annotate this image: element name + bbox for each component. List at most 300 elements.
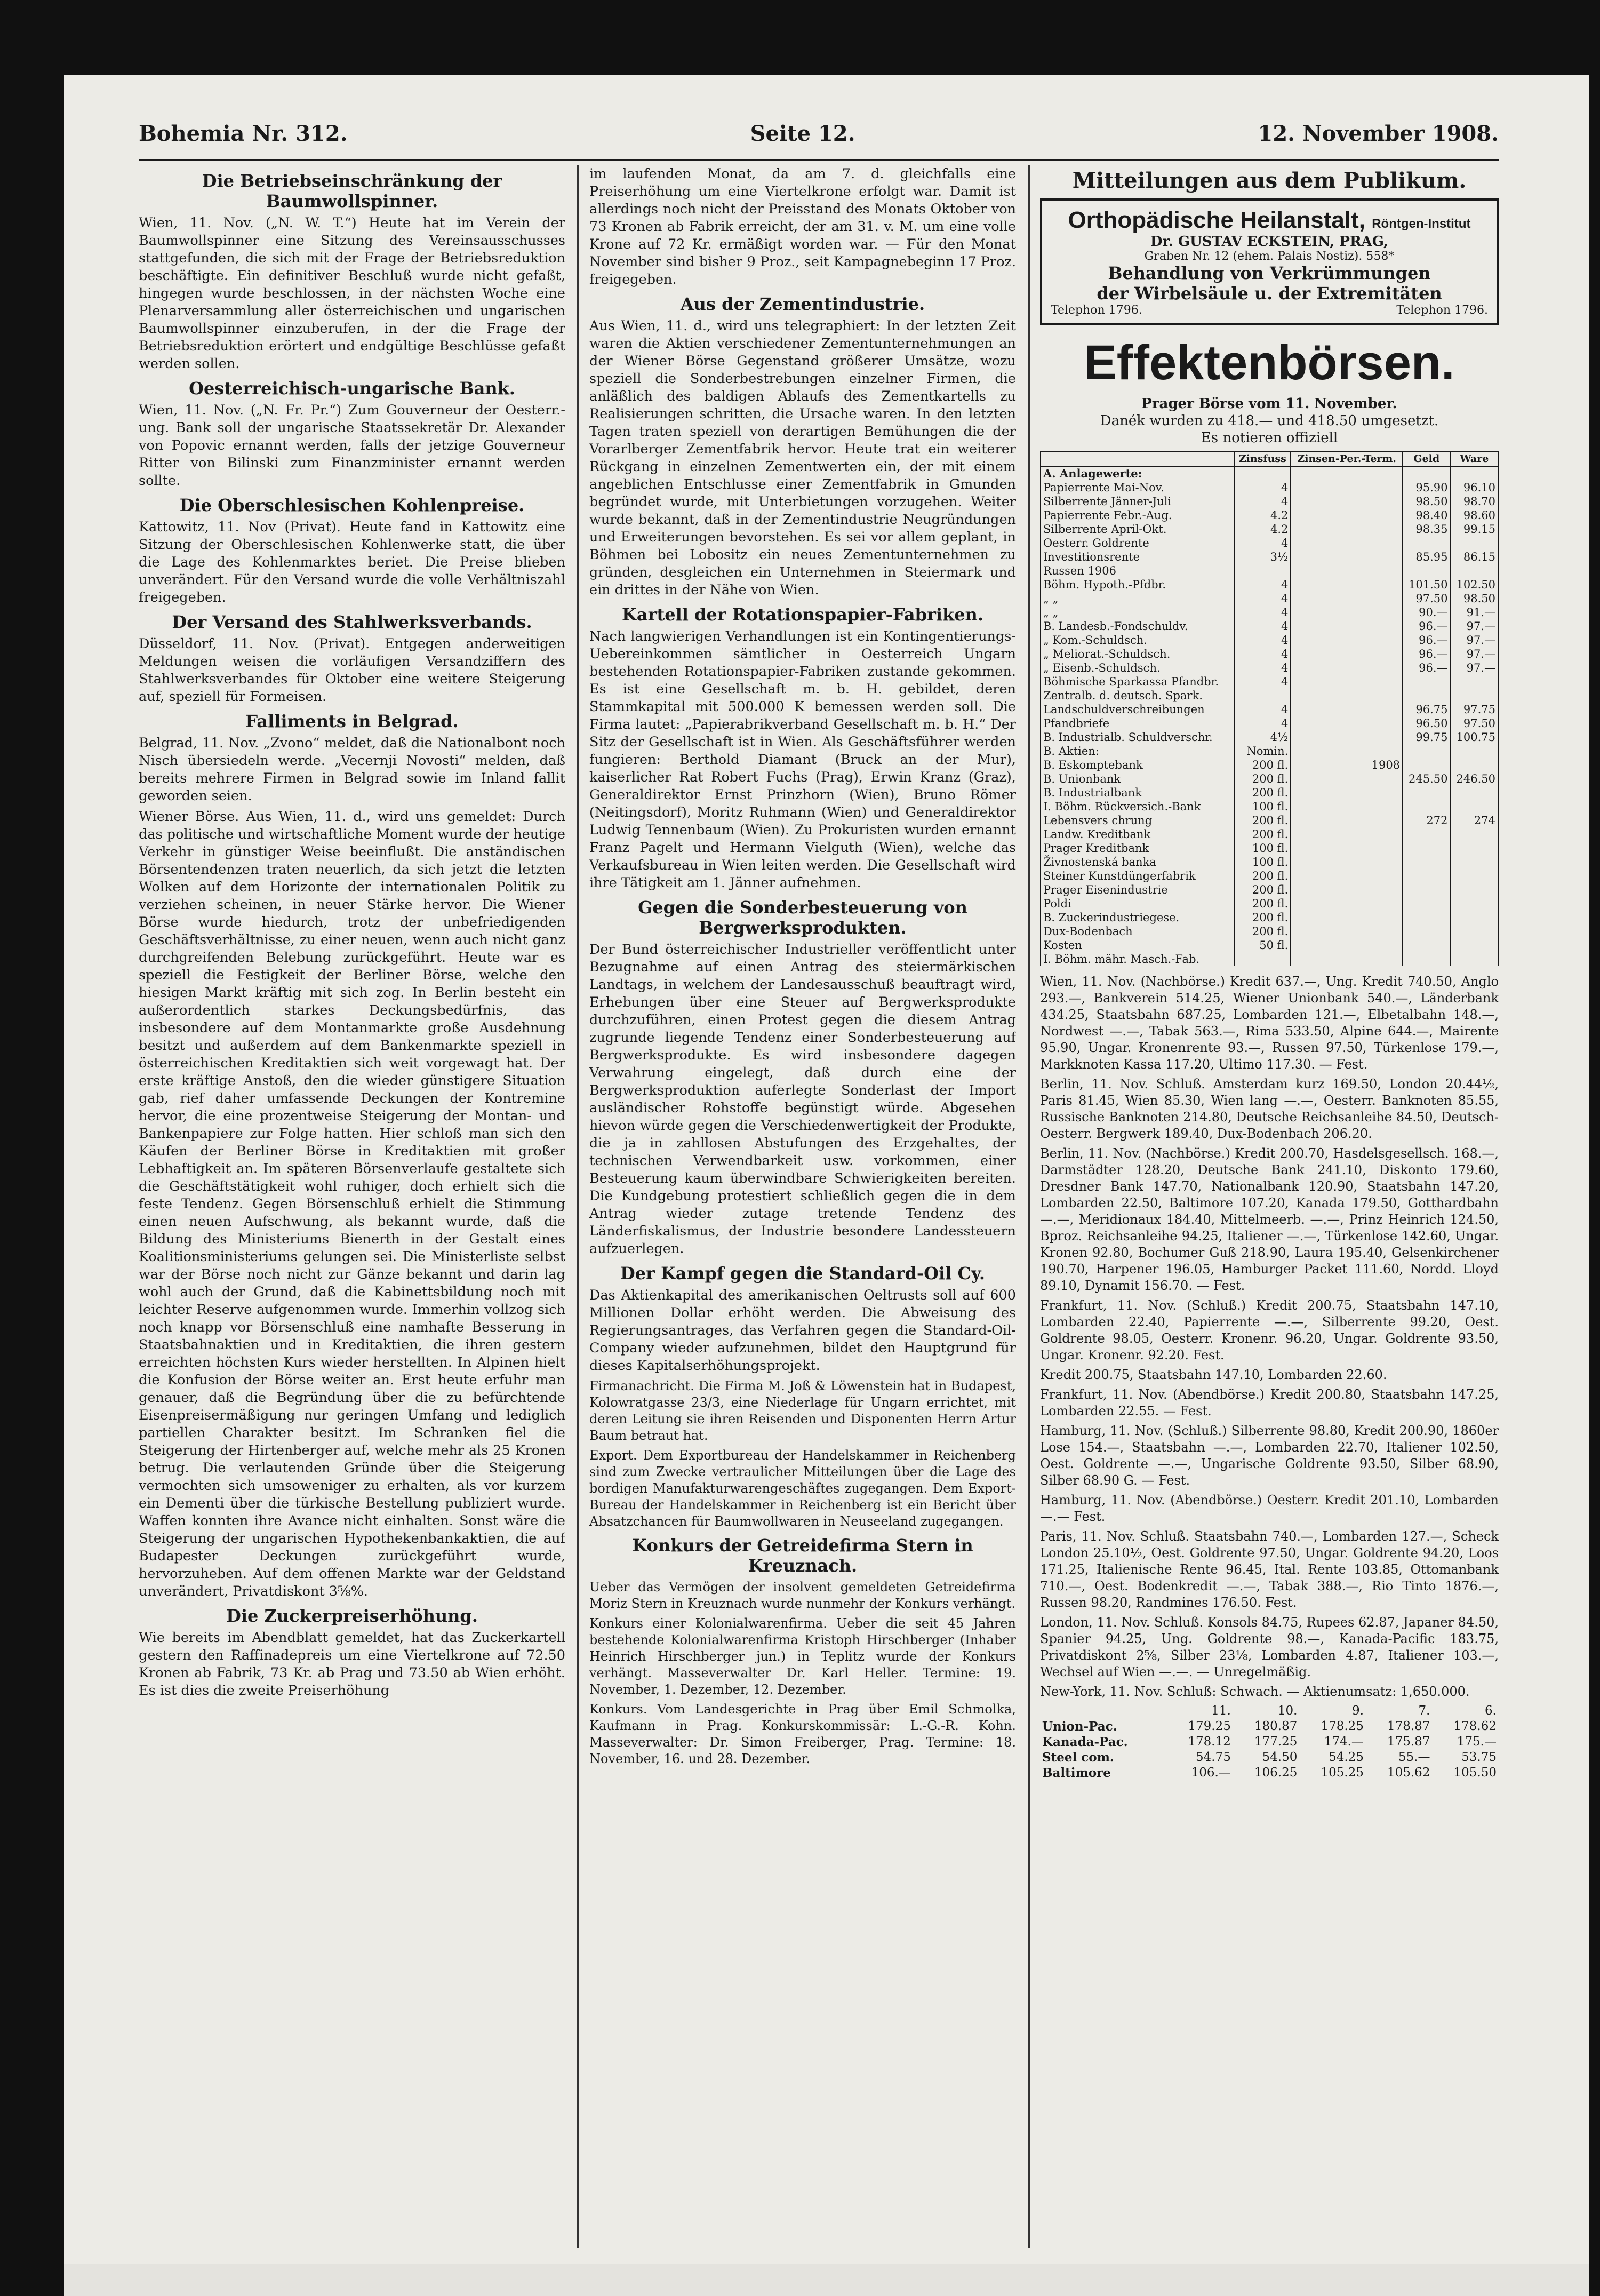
article-heading: Oesterreichisch-ungarische Bank. — [189, 378, 515, 398]
table-cell: 105.62 — [1387, 1766, 1430, 1780]
table-cell — [1291, 883, 1403, 897]
table-row — [1041, 800, 1498, 814]
table-cell: Poldi — [1041, 897, 1234, 911]
column-2 — [589, 165, 1016, 2248]
table-row — [1041, 522, 1498, 536]
table-cell: 85.95 — [1403, 550, 1450, 564]
table-cell: Zentralb. d. deutsch. Spark. — [1041, 689, 1234, 703]
market-report: Wien, 11. Nov. (Nachbörse.) Kredit 637.—, Ung. Kredit 740.50, Anglo 293.—, Bankverein 514.25, Wiener Unionbank 540.—, Länderbank 434.25, Staatsbahn 687.25, Lombarden 121.—, Elbetalbahn 148.—, Nordwest —.—, Tabak 563.—, Rima 533.50, Alpine 644.—, Mairente 95.90, Ungar. Kronenrente 93.—, Russen 97.50, Türkenlose 179.—, Markknoten Kassa 117.20, Ultimo 117.30. — Fest. — [1040, 974, 1499, 1072]
table-cell: 90.— — [1403, 605, 1450, 619]
table-cell — [1291, 675, 1403, 689]
table-cell — [1291, 592, 1403, 605]
table-cell: Živnostenská banka — [1041, 855, 1234, 869]
column-divider-1 — [577, 165, 579, 2248]
table-cell: 97.— — [1451, 619, 1499, 633]
table-cell: Prager Eisenindustrie — [1041, 883, 1234, 897]
table-row — [1041, 938, 1498, 952]
quotes-table — [1040, 451, 1499, 966]
table-row — [1041, 772, 1498, 786]
table-row — [1041, 730, 1498, 744]
table-cell: 91.— — [1451, 605, 1499, 619]
header-center: Seite 12. — [750, 121, 855, 146]
table-cell — [1291, 786, 1403, 800]
table-cell: Papierrente Febr.-Aug. — [1041, 508, 1234, 522]
table-cell: 4 — [1234, 592, 1291, 605]
article-text: Kattowitz, 11. Nov (Privat). Heute fand in Kattowitz eine Sitzung der Oberschlesischen Kohlenwerke statt, die über die Lage des Kohlenmarktes beriet. Die Preise blieben unverändert. Für den Versand wurde die volle Verhältniszahl freigegeben. — [139, 519, 565, 605]
table-cell: 200 fl. — [1234, 758, 1291, 772]
table-cell — [1403, 883, 1450, 897]
quotes-table-header — [1041, 451, 1498, 466]
table-cell: Kosten — [1041, 938, 1234, 952]
table-cell: 246.50 — [1451, 772, 1499, 786]
table-cell: 96.— — [1403, 619, 1450, 633]
table-cell — [1291, 827, 1403, 841]
table-cell: 98.70 — [1451, 495, 1499, 508]
table-cell: 98.60 — [1451, 508, 1499, 522]
article-text: im laufenden Monat, da am 7. d. gleichfalls eine Preiserhöhung um eine Viertelkrone erfolgt war. Damit ist allerdings noch nicht der Preisstand des Monats Oktober von 73 Kronen ab Fabrik erreicht, der am 31. v. M. um eine volle Krone auf 72 Kr. ermäßigt worden war. — Für den Monat November sind bisher 9 Proz., seit Kampagnebeginn 17 Proz. freigegeben. — [589, 166, 1016, 288]
table-cell — [1291, 466, 1403, 481]
table-row — [1041, 550, 1498, 564]
table-cell: 97.50 — [1403, 592, 1450, 605]
page-bottom-margin — [64, 2264, 1589, 2296]
column-divider-2 — [1028, 165, 1030, 2248]
table-row — [1041, 703, 1498, 716]
column-1 — [139, 165, 565, 2248]
table-cell: 95.90 — [1403, 481, 1450, 495]
table-cell — [1291, 550, 1403, 564]
table-cell — [1451, 800, 1499, 814]
article-heading: Die Betriebseinschränkung der Baumwollspinner. — [202, 171, 502, 211]
table-row — [1040, 1750, 1499, 1765]
table-cell — [1403, 827, 1450, 841]
table-row — [1041, 924, 1498, 938]
header-right: 12. November 1908. — [1258, 121, 1499, 146]
col-header: Geld — [1403, 451, 1450, 466]
table-cell — [1403, 855, 1450, 869]
newyork-date: 9. — [1351, 1704, 1364, 1718]
exchange-note: Danék wurden zu 418.— und 418.50 umgesetzt. — [1100, 413, 1439, 429]
table-cell: 101.50 — [1403, 578, 1450, 592]
table-cell: „ Kom.-Schuldsch. — [1041, 633, 1234, 647]
col-header — [1041, 451, 1234, 466]
article-text: Der Bund österreichischer Industrieller veröffentlicht unter Bezugnahme auf einen Antrag des steiermärkischen Landtags, in welchem der Landesausschuß beauftragt wird, Erhebungen über eine Steuer auf Bergwerksprodukte durchzuführen, einen Protest gegen die diesem Antrag zugrunde liegende Tendenz einer Sonderbesteuerung auf Bergwerksprodukte. Es wird insbesondere dagegen Verwahrung eingelegt, daß durch eine der Bergwerksproduktion auferlegte Sonderlast der Import ausländischer Rohstoffe begünstigt würde. Abgesehen hievon würde gegen die Verschiedenwertigkeit der Produkte, die ja in zahllosen Abstufungen des Erzgehaltes, der technischen Verwendbarkeit usw. vorkommen, einer Besteuerung kaum überwindbare Schwierigkeiten bereiten. Die Kundgebung protestiert schließlich gegen die in dem Antrag wieder zutage tretende Tendenz des Länderfiskalismus, der Industrie besondere Landessteuern aufzuerlegen. — [589, 942, 1016, 1257]
table-cell: 100 fl. — [1234, 841, 1291, 855]
table-cell: 98.50 — [1403, 495, 1450, 508]
table-cell — [1234, 952, 1291, 966]
table-cell — [1291, 703, 1403, 716]
newyork-table — [1040, 1703, 1499, 1781]
table-cell: 106.— — [1191, 1766, 1231, 1780]
market-report: Hamburg, 11. Nov. (Schluß.) Silberrente 98.80, Kredit 200.90, 1860er Lose 154.—, Staatsbahn —.—, Lombarden 22.70, Italiener 102.50, Oest. Goldrente —.—, Ungarische Goldrente 93.50, Silber 68.90, Silber 68.90 G. — Fest. — [1040, 1423, 1499, 1488]
table-cell — [1403, 675, 1450, 689]
newspaper-page — [64, 75, 1589, 2296]
table-cell — [1403, 800, 1450, 814]
table-cell — [1451, 675, 1499, 689]
market-report: Frankfurt, 11. Nov. (Abendbörse.) Kredit 200.80, Staatsbahn 147.25, Lombarden 22.55. — Fest. — [1040, 1387, 1499, 1418]
market-report: Frankfurt, 11. Nov. (Schluß.) Kredit 200.75, Staatsbahn 147.10, Lombarden 22.40, Papierrente —.—, Silberrente 99.20, Oest. Goldrente 98.05, Oesterr. Kronenr. 96.20, Ungar. Goldrente 93.50, Ungar. Kronenr. 92.20. Fest. — [1040, 1298, 1499, 1362]
article-text: Wien, 11. Nov. („N. W. T.“) Heute hat im Verein der Baumwollspinner eine Sitzung des Vereinsausschusses stattgefunden, die sich mit der Frage der Betriebsreduktion beschäftigte. Ein definitiver Beschluß wurde nicht gefaßt, hingegen wurde beschlossen, in der nächsten Woche eine Plenarversammlung aller österreichischen und ungarischen Baumwollspinner einzuberufen, in der die Frage der Betriebsreduktion erörtert und endgültige Beschlüsse gefaßt werden sollen. — [139, 215, 565, 372]
table-cell: 50 fl. — [1234, 938, 1291, 952]
newyork-dates-row — [1040, 1703, 1499, 1719]
table-row — [1041, 619, 1498, 633]
article-text: Düsseldorf, 11. Nov. (Privat). Entgegen anderweitigen Meldungen weisen die vorläufigen Versandziffern des Stahlwerksverbandes für Oktober eine weitere Steigerung auf, speziell für Formeisen. — [139, 636, 565, 705]
table-cell: 178.87 — [1387, 1719, 1430, 1733]
table-cell: „ Meliorat.-Schuldsch. — [1041, 647, 1234, 661]
table-cell: Nomin. — [1234, 744, 1291, 758]
table-cell — [1403, 897, 1450, 911]
table-cell — [1234, 466, 1291, 481]
table-cell — [1451, 924, 1499, 938]
table-cell — [1451, 827, 1499, 841]
table-cell — [1291, 495, 1403, 508]
ad-service-line-1: Behandlung von Verkrümmungen — [1108, 263, 1431, 283]
table-cell: 177.25 — [1254, 1735, 1298, 1749]
header-rule — [139, 159, 1499, 161]
table-cell — [1451, 911, 1499, 924]
table-row — [1041, 508, 1498, 522]
newyork-date: 7. — [1418, 1704, 1430, 1718]
quotes-table-body — [1041, 466, 1498, 966]
table-cell: 97.75 — [1451, 703, 1499, 716]
table-cell: 86.15 — [1451, 550, 1499, 564]
table-row — [1040, 1719, 1499, 1734]
table-cell: 175.— — [1457, 1735, 1497, 1749]
market-report: Berlin, 11. Nov. Schluß. Amsterdam kurz 169.50, London 20.44½, Paris 81.45, Wien 85.30, Wien lang —.—, Oesterr. Banknoten 85.55, Russische Banknoten 214.80, Deutsche Reichsanleihe 84.50, Deutsch-Oesterr. Bergwerk 189.40, Dux-Bodenbach 206.20. — [1040, 1077, 1499, 1141]
article-text: Export. Dem Exportbureau der Handelskammer in Reichenberg sind zum Zwecke vertraulicher Mitteilungen über die Lage des bordigen Manufakturwarengeschäftes zugegangen. Dem Export-Bureau der Handelskammer in Reichenberg ist ein Bericht über Absatzchancen für Baumwollwaren in Neuseeland zugegangen. — [589, 1448, 1016, 1529]
table-cell: I. Böhm. Rückversich.-Bank — [1041, 800, 1234, 814]
table-cell — [1403, 466, 1450, 481]
table-cell: 4 — [1234, 578, 1291, 592]
table-cell: 96.— — [1403, 633, 1450, 647]
header-left: Bohemia Nr. 312. — [139, 121, 348, 146]
table-cell — [1291, 772, 1403, 786]
table-row — [1040, 1734, 1499, 1750]
table-cell — [1291, 800, 1403, 814]
table-cell: 53.75 — [1461, 1750, 1497, 1764]
article-text: Nach langwierigen Verhandlungen ist ein Kontingentierungs-Uebereinkommen sämtlicher in Oesterreich Ungarn bestehenden Rotationspapier-Fabriken zustande gekommen. Es ist eine Gesellschaft m. b. H. gebildet, deren Stammkapital mit 500.000 K bemessen werden soll. Die Firma lautet: „Papierabrikverband Gesellschaft m. b. H.“ Der Sitz der Gesellschaft ist in Wien. Als Geschäftsführer werden fungieren: Berthold Diamant (Bruck an der Mur), kaiserlicher Rat Robert Fuchs (Prag), Erwin Kranz (Graz), Generaldirektor Ernst Prinzhorn (Wien), Bruno Römer (Neitingsdorf), Moritz Ruhmann (Wien) und Generaldirektor Ludwig Tennenbaum (Wien). Zu Prokuristen wurden ernannt Franz Pagelt und Hermann Vielguth (Wien), welche das Verkaufsbureau in Wien leiten werden. Die Gesellschaft wird ihre Tätigkeit am 1. Jänner aufnehmen. — [589, 628, 1016, 891]
table-cell — [1403, 869, 1450, 883]
table-cell — [1291, 481, 1403, 495]
table-row — [1041, 786, 1498, 800]
table-cell: Dux-Bodenbach — [1041, 924, 1234, 938]
table-cell: Lebensvers chrung — [1041, 814, 1234, 827]
newyork-corner — [1040, 1703, 1166, 1719]
table-cell: 1908 — [1291, 758, 1403, 772]
table-cell — [1291, 605, 1403, 619]
table-row — [1041, 897, 1498, 911]
article-text: Das Aktienkapital des amerikanischen Oeltrusts soll auf 600 Millionen Dollar erhöht werden. Die Abweisung des Regierungsantrages, das Verfahren gegen die Standard-Oil-Company wieder aufzunehmen, bildet den Hauptgrund für dieses Kapitalserhöhungsprojekt. — [589, 1287, 1016, 1374]
advertisement-box — [1040, 198, 1499, 325]
table-cell: 96.— — [1403, 661, 1450, 675]
table-row — [1041, 716, 1498, 730]
table-cell — [1451, 841, 1499, 855]
ad-code: 558* — [1366, 250, 1395, 263]
table-cell — [1291, 633, 1403, 647]
table-row — [1041, 841, 1498, 855]
section-title: Mitteilungen aus dem Publikum. — [1072, 168, 1467, 193]
table-cell — [1451, 897, 1499, 911]
table-row — [1041, 633, 1498, 647]
article-heading: Kartell der Rotationspapier-Fabriken. — [622, 604, 983, 625]
table-row — [1041, 564, 1498, 578]
table-cell: „ Eisenb.-Schuldsch. — [1041, 661, 1234, 675]
table-cell — [1291, 578, 1403, 592]
table-row — [1041, 647, 1498, 661]
table-cell: 97.— — [1451, 647, 1499, 661]
article-heading: Der Versand des Stahlwerksverbands. — [172, 612, 532, 632]
table-cell: Kanada-Pac. — [1042, 1735, 1128, 1749]
table-cell: 96.75 — [1403, 703, 1450, 716]
table-cell: 179.25 — [1188, 1719, 1231, 1733]
table-cell — [1291, 841, 1403, 855]
table-cell: 200 fl. — [1234, 911, 1291, 924]
ad-address — [1051, 250, 1488, 263]
ad-name: Orthopädische Heilanstalt, — [1068, 207, 1365, 233]
table-row — [1041, 605, 1498, 619]
table-cell: 97.— — [1451, 661, 1499, 675]
table-cell — [1403, 952, 1450, 966]
table-row — [1041, 827, 1498, 841]
table-cell: 100 fl. — [1234, 855, 1291, 869]
col-header: Zinsfuss — [1234, 451, 1291, 466]
table-cell — [1291, 647, 1403, 661]
table-row — [1041, 481, 1498, 495]
ad-doctor: Dr. GUSTAV ECKSTEIN, PRAG, — [1150, 234, 1389, 250]
table-cell: 4 — [1234, 605, 1291, 619]
table-cell: 4 — [1234, 703, 1291, 716]
table-cell: 3½ — [1234, 550, 1291, 564]
table-row — [1041, 661, 1498, 675]
table-cell — [1451, 536, 1499, 550]
table-cell — [1451, 564, 1499, 578]
table-cell: A. Anlagewerte: — [1041, 466, 1234, 481]
article-heading: Der Kampf gegen die Standard-Oil Cy. — [620, 1263, 986, 1283]
table-cell: 100 fl. — [1234, 800, 1291, 814]
table-cell: Landschuldverschreibungen — [1041, 703, 1234, 716]
table-cell — [1291, 536, 1403, 550]
article-text: Ueber das Vermögen der insolvent gemeldeten Getreidefirma Moriz Stern in Kreuznach wurde nunmehr der Konkurs verhängt. — [589, 1580, 1016, 1611]
table-cell — [1291, 619, 1403, 633]
table-cell: 4 — [1234, 633, 1291, 647]
table-cell — [1403, 938, 1450, 952]
article-heading: Die Zuckerpreiserhöhung. — [226, 1606, 478, 1626]
table-cell — [1451, 952, 1499, 966]
table-cell — [1403, 841, 1450, 855]
table-cell: B. Eskomptebank — [1041, 758, 1234, 772]
table-cell: Russen 1906 — [1041, 564, 1234, 578]
table-cell — [1403, 758, 1450, 772]
table-row — [1041, 814, 1498, 827]
table-cell: Silberrente April-Okt. — [1041, 522, 1234, 536]
table-cell — [1451, 744, 1499, 758]
table-cell: 200 fl. — [1234, 869, 1291, 883]
article-heading: Aus der Zementindustrie. — [680, 294, 925, 314]
exchange-subtitle: Prager Börse vom 11. November. — [1141, 396, 1397, 412]
table-cell: 4.2 — [1234, 522, 1291, 536]
table-cell: 4 — [1234, 661, 1291, 675]
table-row — [1041, 883, 1498, 897]
table-cell: 54.25 — [1329, 1750, 1364, 1764]
ad-phones — [1051, 304, 1488, 317]
table-cell — [1291, 689, 1403, 703]
table-cell — [1291, 855, 1403, 869]
table-cell: 105.50 — [1453, 1766, 1497, 1780]
ad-title — [1051, 207, 1488, 234]
table-cell — [1291, 869, 1403, 883]
table-row — [1041, 689, 1498, 703]
article-text: Konkurs. Vom Landesgerichte in Prag über Emil Schmolka, Kaufmann in Prag. Konkurskommissär: L.-G.-R. Kohn. Masseverwalter: Dr. Simon Freiberger, Prag. Termine: 18. November, 16. und 28. Dezember. — [589, 1702, 1016, 1766]
table-cell: 4 — [1234, 481, 1291, 495]
table-cell: Landw. Kreditbank — [1041, 827, 1234, 841]
market-report: Hamburg, 11. Nov. (Abendbörse.) Oesterr. Kredit 201.10, Lombarden —.— Fest. — [1040, 1493, 1499, 1524]
table-cell: Oesterr. Goldrente — [1041, 536, 1234, 550]
table-row — [1041, 952, 1498, 966]
table-cell: 96.10 — [1451, 481, 1499, 495]
table-cell — [1403, 911, 1450, 924]
table-cell: 200 fl. — [1234, 883, 1291, 897]
table-cell — [1451, 786, 1499, 800]
newyork-table-body — [1040, 1719, 1499, 1781]
table-cell: 98.40 — [1403, 508, 1450, 522]
table-cell: 200 fl. — [1234, 827, 1291, 841]
table-cell — [1403, 536, 1450, 550]
table-cell: 97.— — [1451, 633, 1499, 647]
table-cell — [1234, 564, 1291, 578]
market-report: Paris, 11. Nov. Schluß. Staatsbahn 740.—, Lombarden 127.—, Scheck London 25.10½, Oest. Goldrente 97.50, Ungar. Goldrente 94.20, Loos 171.25, Italienische Rente 96.45, Ital. Rente 103.85, Ottomanbank 710.—, Oest. Bodenkredit —.—, Tabak 388.—, Rio Tinto 1876.—, Russen 98.20, Randmines 176.50. Fest. — [1040, 1529, 1499, 1610]
table-cell: Steiner Kunstdüngerfabrik — [1041, 869, 1234, 883]
table-cell: 54.50 — [1262, 1750, 1298, 1764]
table-cell — [1403, 689, 1450, 703]
table-cell — [1451, 883, 1499, 897]
table-cell — [1291, 911, 1403, 924]
table-cell: 4.2 — [1234, 508, 1291, 522]
col-header: Zinsen-Per.-Term. — [1291, 451, 1403, 466]
table-cell — [1291, 730, 1403, 744]
table-cell: 4 — [1234, 647, 1291, 661]
table-cell: 178.12 — [1188, 1735, 1231, 1749]
ad-subtitle: Röntgen-Institut — [1372, 217, 1471, 231]
table-cell: Böhm. Hypoth.-Pfdbr. — [1041, 578, 1234, 592]
table-cell: Baltimore — [1042, 1766, 1111, 1780]
table-row — [1041, 466, 1498, 481]
section-title-large: Effektenbörsen. — [1084, 336, 1455, 390]
market-report: London, 11. Nov. Schluß. Konsols 84.75, Rupees 62.87, Japaner 84.50, Spanier 94.25, Ung. Goldrente 98.—, Kanada-Pacific 183.75, Privatdiskont 2⅝, Silber 23⅛, Lombarden 4.87, Italiener 103.—, Wechsel auf Wien —.—. — Unregelmäßig. — [1040, 1615, 1499, 1679]
table-cell: B. Industrialbank — [1041, 786, 1234, 800]
table-row — [1041, 869, 1498, 883]
article-heading: Gegen die Sonderbesteuerung von Bergwerksprodukten. — [638, 897, 967, 938]
table-cell — [1291, 716, 1403, 730]
table-cell: B. Industrialb. Schuldverschr. — [1041, 730, 1234, 744]
table-cell: Steel com. — [1042, 1750, 1114, 1765]
market-report: Berlin, 11. Nov. (Nachbörse.) Kredit 200.70, Hasdelsgesellsch. 168.—, Darmstädter 128.20, Deutsche Bank 241.10, Diskonto 179.60, Dresdner Bank 147.70, Nationalbank 120.90, Staatsbahn 147.20, Lombarden 22.50, Baltimore 107.20, Kanada 179.50, Gotthardbahn —.—, Meridionaux 184.40, Mittelmeerb. —.—, Prinz Heinrich 124.50, Bproz. Reichsanleihe 94.25, Italiener —.—, Türkenlose 142.60, Ungar. Kronen 92.80, Bochumer Guß 218.90, Laura 195.40, Gelsenkirchener 190.70, Harpener 196.05, Hamburger Packet 111.60, Nordd. Lloyd 89.10, Dynamit 156.70. — Fest. — [1040, 1146, 1499, 1293]
table-cell: 55.— — [1398, 1750, 1430, 1764]
table-cell: Papierrente Mai-Nov. — [1041, 481, 1234, 495]
table-row — [1041, 744, 1498, 758]
table-row — [1040, 1765, 1499, 1781]
table-cell: B. Unionbank — [1041, 772, 1234, 786]
table-cell: 4 — [1234, 536, 1291, 550]
table-cell: 4 — [1234, 619, 1291, 633]
market-report: New-York, 11. Nov. Schluß: Schwach. — Aktienumsatz: 1,650.000. — [1040, 1684, 1470, 1699]
table-cell: 178.25 — [1321, 1719, 1364, 1733]
table-cell: 98.35 — [1403, 522, 1450, 536]
article-heading: Konkurs der Getreidefirma Stern in Kreuznach. — [632, 1535, 973, 1576]
table-row — [1041, 675, 1498, 689]
table-cell: 200 fl. — [1234, 924, 1291, 938]
table-row — [1041, 578, 1498, 592]
market-report: Kredit 200.75, Staatsbahn 147.10, Lombarden 22.60. — [1040, 1367, 1387, 1382]
table-cell: Pfandbriefe — [1041, 716, 1234, 730]
table-cell: 200 fl. — [1234, 772, 1291, 786]
table-row — [1041, 495, 1498, 508]
table-cell: 4 — [1234, 495, 1291, 508]
table-cell: Prager Kreditbank — [1041, 841, 1234, 855]
table-cell — [1291, 661, 1403, 675]
table-cell: 174.— — [1324, 1735, 1364, 1749]
exchange-note-2: Es notieren offiziell — [1201, 430, 1338, 446]
table-cell: 98.50 — [1451, 592, 1499, 605]
table-cell: B. Aktien: — [1041, 744, 1234, 758]
table-cell: B. Landesb.-Fondschuldv. — [1041, 619, 1234, 633]
table-cell — [1403, 564, 1450, 578]
table-row — [1041, 911, 1498, 924]
table-cell: 274 — [1451, 814, 1499, 827]
table-cell: 4 — [1234, 675, 1291, 689]
article-text: Wien, 11. Nov. („N. Fr. Pr.“) Zum Gouverneur der Oesterr.-ung. Bank soll der ungarische Staatssekretär Dr. Alexander von Popovic ernannt werden, falls der jetzige Gouverneur Ritter von Bilinski zum Finanzminister ernannt werden sollte. — [139, 402, 565, 489]
table-cell — [1451, 689, 1499, 703]
ad-phone-left: Telephon 1796. — [1051, 304, 1142, 317]
table-cell: 97.50 — [1451, 716, 1499, 730]
table-cell — [1291, 897, 1403, 911]
table-cell: 4 — [1234, 716, 1291, 730]
table-cell — [1403, 786, 1450, 800]
table-cell: 200 fl. — [1234, 814, 1291, 827]
table-row — [1041, 855, 1498, 869]
table-cell — [1291, 924, 1403, 938]
article-heading: Falliments in Belgrad. — [245, 711, 459, 731]
table-cell — [1291, 952, 1403, 966]
table-cell — [1291, 938, 1403, 952]
table-cell — [1451, 855, 1499, 869]
table-cell: 105.25 — [1321, 1766, 1364, 1780]
col-header: Ware — [1451, 451, 1499, 466]
table-cell: 178.62 — [1453, 1719, 1497, 1733]
table-cell: „ „ — [1041, 592, 1234, 605]
column-3 — [1040, 165, 1499, 2248]
table-cell — [1403, 744, 1450, 758]
article-text: Konkurs einer Kolonialwarenfirma. Ueber die seit 45 Jahren bestehende Kolonialwarenfirma Kristoph Hirschberger (Inhaber Heinrich Hirschberger jun.) in Teplitz wurde der Konkurs verhängt. Masseverwalter Dr. Karl Heller. Termine: 19. November, 1. Dezember, 12. Dezember. — [589, 1616, 1016, 1697]
table-cell: 102.50 — [1451, 578, 1499, 592]
newyork-date: 10. — [1277, 1704, 1298, 1718]
table-cell — [1451, 466, 1499, 481]
table-cell — [1291, 744, 1403, 758]
table-cell — [1234, 689, 1291, 703]
table-row — [1041, 536, 1498, 550]
table-row — [1041, 758, 1498, 772]
table-cell: 99.15 — [1451, 522, 1499, 536]
table-cell: Union-Pac. — [1042, 1719, 1117, 1734]
table-cell — [1451, 938, 1499, 952]
table-cell — [1291, 508, 1403, 522]
page-header — [139, 112, 1499, 155]
article-text: Firmanachricht. Die Firma M. Joß & Löwenstein hat in Budapest, Kolowratgasse 23/3, eine Niederlage für Ungarn errichtet, mit deren Leitung sie ihren Reisenden und Disponenten Herrn Artur Baum betraut hat. — [589, 1378, 1016, 1443]
table-cell — [1291, 522, 1403, 536]
table-cell: B. Zuckerindustriegese. — [1041, 911, 1234, 924]
article-text: Wie bereits im Abendblatt gemeldet, hat das Zuckerkartell gestern den Raffinadepreis um eine Viertelkrone auf 72.50 Kronen ab Fabrik, 73 Kr. ab Prag und 73.50 ab Wien erhöht. Es ist dies die zweite Preiserhöhung — [139, 1630, 565, 1699]
table-cell: „ „ — [1041, 605, 1234, 619]
table-cell: 272 — [1403, 814, 1450, 827]
table-cell: 200 fl. — [1234, 897, 1291, 911]
